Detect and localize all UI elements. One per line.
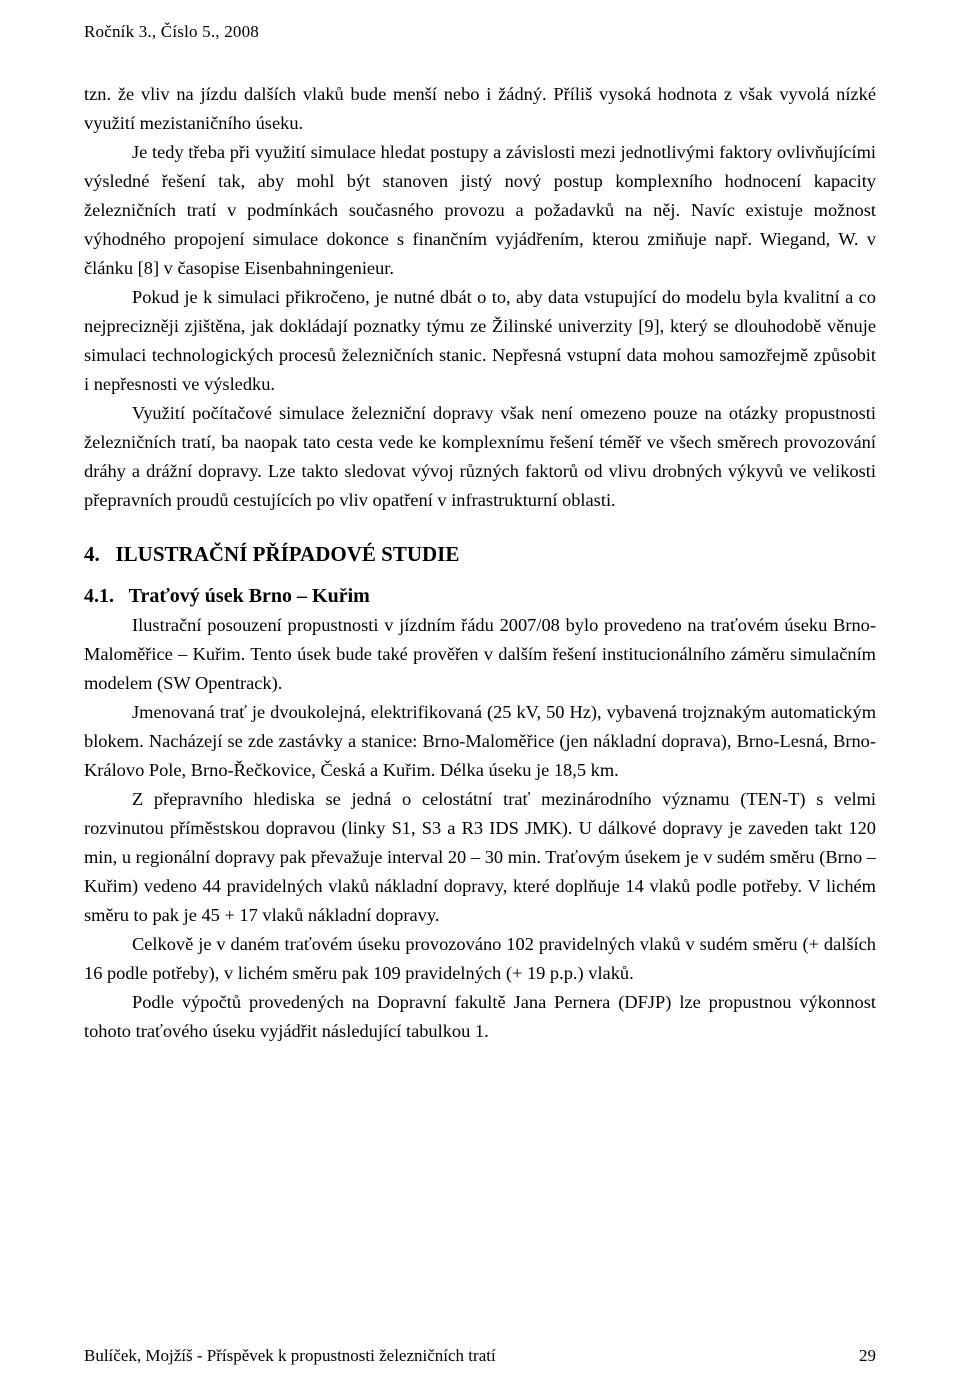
paragraph-capacity-table-intro: Podle výpočtů provedených na Dopravní fakultě Jana Pernera (DFJP) lze propustnou výkonnost tohoto traťového úseku vyjádřit následující tabulkou 1.: [84, 992, 876, 1041]
paragraph-simulation-usage: Využití počítačové simulace železniční dopravy však není omezeno pouze na otázky propustnosti železničních tratí, ba naopak tato cesta vede ke komplexnímu řešení téměř ve všech směrech provozování dráhy a drážní dopravy. Lze takto sledovat vývoj různých faktorů od vlivu drobných výkyvů ve velikosti přepravních proudů cestujících po vliv opatření v infrastrukturní oblasti.: [84, 403, 876, 510]
paragraph-illustrative-assessment: Ilustrační posouzení propustnosti v jízdním řádu 2007/08 bylo provedeno na traťovém úseku Brno-Maloměřice – Kuřim. Tento úsek bude také prověřen v dalším řešení institucionálního záměru simulačním modelem (SW Opentrack).: [84, 615, 876, 693]
paragraph-continuation: tzn. že vliv na jízdu dalších vlaků bude menší nebo i žádný. Příliš vysoká hodnota z však vyvolá nízké využití mezistaničního úseku.: [84, 84, 876, 133]
page-number: 29: [859, 1346, 876, 1365]
subsection-heading: 4.1. Traťový úsek Brno – Kuřim: [84, 585, 370, 607]
page-footer: [84, 1346, 876, 1366]
paragraph-transport-view: Z přepravního hlediska se jedná o celostátní trať mezinárodního významu (TEN-T) s velmi rozvinutou příměstskou dopravou (linky S1, S3 a R3 IDS JMK). U dálkové dopravy je zaveden takt 120 min, u regionální dopravy pak převažuje interval 20 – 30 min. Traťovým úsekem je v sudém směru (Brno – Kuřim) vedeno 44 pravidelných vlaků nákladní dopravy, které doplňuje 14 vlaků podle potřeby. V lichém směru to pak je 45 + 17 vlaků nákladní dopravy.: [84, 789, 876, 925]
article-body: [84, 80, 876, 1046]
paragraph-input-data: Pokud je k simulaci přikročeno, je nutné dbát o to, aby data vstupující do modelu byla kvalitní a co nejprecizněji zjištěna, jak dokládají poznatky týmu ze Žilinské univerzity [9], který se dlouhodobě věnuje simulaci technologických procesů železničních stanic. Nepřesná vstupní data mohou samozřejmě způsobit i nepřesnosti ve výsledku.: [84, 287, 876, 394]
paragraph-simulation-approach: Je tedy třeba při využití simulace hledat postupy a závislosti mezi jednotlivými faktory ovlivňujícími výsledné řešení tak, aby mohl být stanoven jistý nový postup komplexního hodnocení kapacity železničních tratí v podmínkách současného provozu a požadavků na něj. Navíc existuje možnost výhodného propojení simulace dokonce s finančním vyjádřením, kterou zmiňuje např. Wiegand, W. v článku [8] v časopise Eisenbahningenieur.: [84, 142, 876, 278]
running-header: Ročník 3., Číslo 5., 2008: [84, 22, 260, 41]
section-heading: 4. ILUSTRAČNÍ PŘÍPADOVÉ STUDIE: [84, 542, 460, 566]
footer-citation: Bulíček, Mojžíš - Příspěvek k propustnosti železničních tratí: [84, 1346, 496, 1365]
paragraph-line-description: Jmenovaná trať je dvoukolejná, elektrifikovaná (25 kV, 50 Hz), vybavená trojznakým automatickým blokem. Nacházejí se zde zastávky a stanice: Brno-Maloměřice (jen nákladní doprava), Brno-Lesná, Brno-Královo Pole, Brno-Řečkovice, Česká a Kuřim. Délka úseku je 18,5 km.: [84, 702, 876, 780]
paragraph-total-trains: Celkově je v daném traťovém úseku provozováno 102 pravidelných vlaků v sudém směru (+ dalších 16 podle potřeby), v lichém směru pak 109 pravidelných (+ 19 p.p.) vlaků.: [84, 934, 876, 983]
